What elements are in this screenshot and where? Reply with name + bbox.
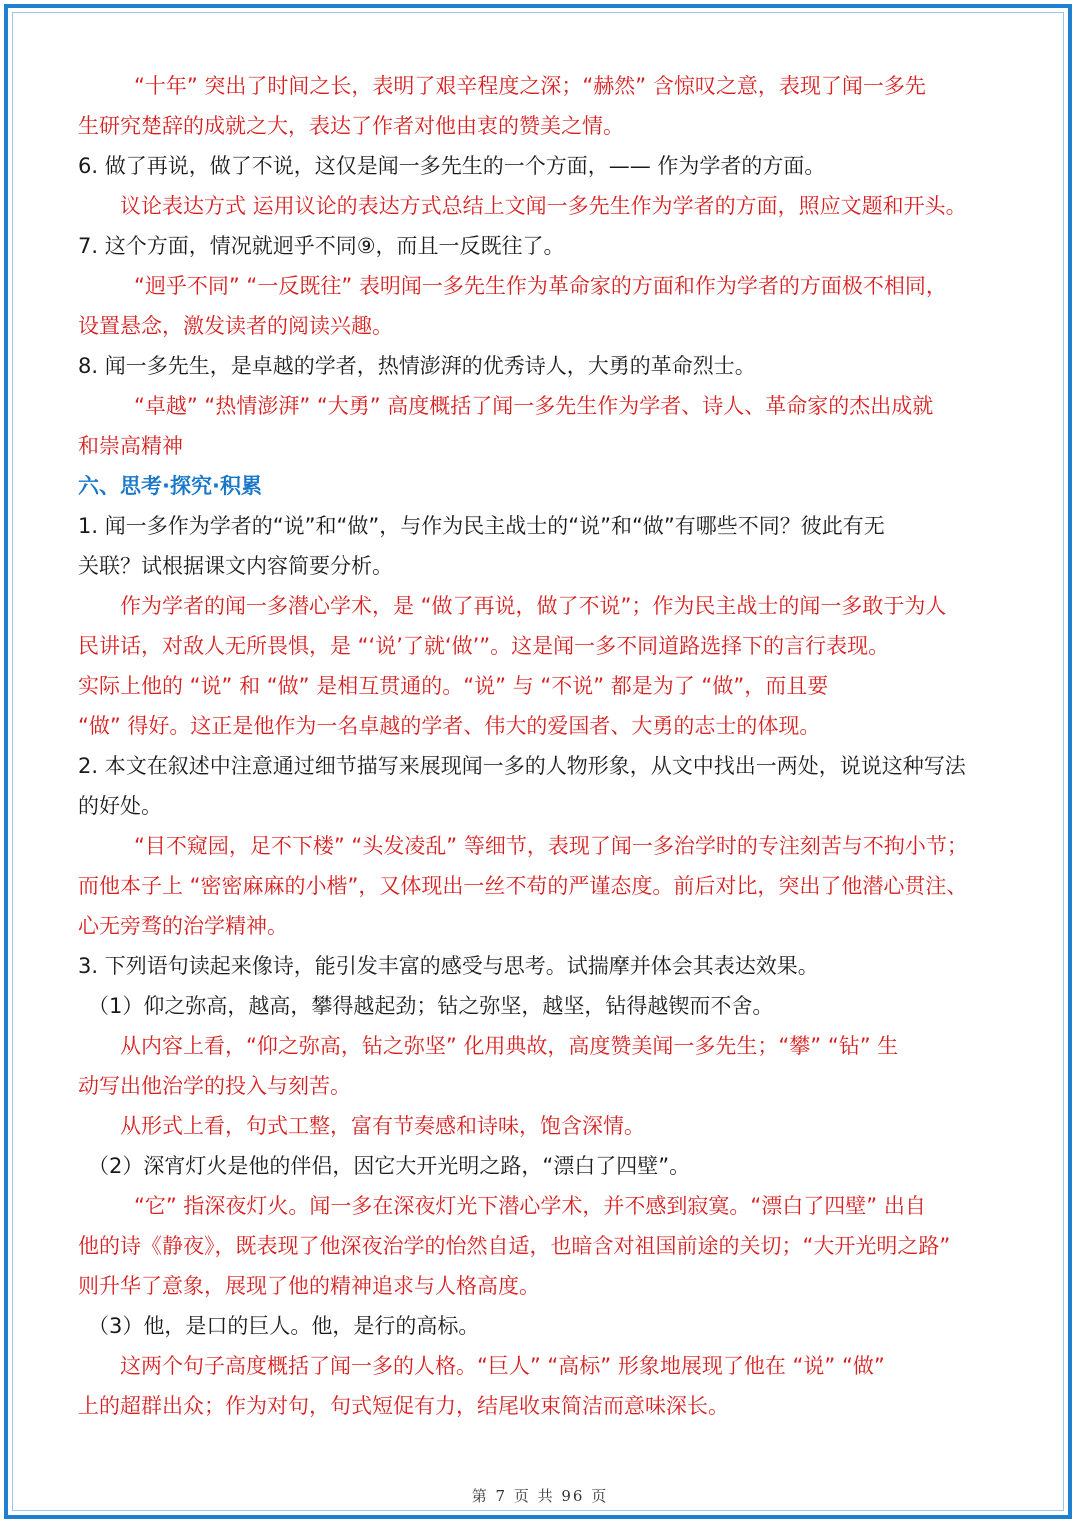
answer-line: “十年” 突出了时间之长，表明了艰辛程度之深；“赫然” 含惊叹之意，表现了闻一多先 [134,74,926,98]
answer-line: 而他本子上 “密密麻麻的小楷”，又体现出一丝不苟的严谨态度。前后对比，突出了他潜心贯注、 [78,874,968,898]
question-line: 8. 闻一多先生，是卓越的学者，热情澎湃的优秀诗人，大勇的革命烈士。 [78,354,756,378]
question-line: （3）他，是口的巨人。他，是行的高标。 [88,1314,480,1338]
answer-line: 生研究楚辞的成就之大，表达了作者对他由衷的赞美之情。 [78,114,624,138]
document-body [78,66,1008,1426]
page-number: 第 7 页 共 96 页 [471,1487,609,1505]
question-line: 关联？试根据课文内容简要分析。 [78,554,393,578]
question-line: 2. 本文在叙述中注意通过细节描写来展现闻一多的人物形象，从文中找出一两处，说说这种写法 [78,754,966,778]
answer-line: 议论表达方式 运用议论的表达方式总结上文闻一多先生作为学者的方面，照应文题和开头。 [120,194,967,218]
question-line: 6. 做了再说，做了不说，这仅是闻一多先生的一个方面，—— 作为学者的方面。 [78,154,826,178]
answer-line: 这两个句子高度概括了闻一多的人格。“巨人” “高标” 形象地展现了他在 “说” “做” [120,1354,885,1378]
answer-line: 则升华了意象，展现了他的精神追求与人格高度。 [78,1274,540,1298]
answer-line: 心无旁骛的治学精神。 [78,914,288,938]
section-heading: 六、思考·探究·积累 [78,474,262,498]
answer-line: 上的超群出众；作为对句，句式短促有力，结尾收束简洁而意味深长。 [78,1394,729,1418]
answer-line: 动写出他治学的投入与刻苦。 [78,1074,351,1098]
answer-line: “做” 得好。这正是他作为一名卓越的学者、伟大的爱国者、大勇的志士的体现。 [78,714,821,738]
question-line: （2）深宵灯火是他的伴侣，因它大开光明之路，“漂白了四壁”。 [88,1154,691,1178]
answer-line: 设置悬念，激发读者的阅读兴趣。 [78,314,393,338]
answer-line: “卓越” “热情澎湃” “大勇” 高度概括了闻一多先生作为学者、诗人、革命家的杰出成就 [134,394,934,418]
answer-line: 实际上他的 “说” 和 “做” 是相互贯通的。“说” 与 “不说” 都是为了 “做”，而且要 [78,674,829,698]
question-line: 的好处。 [78,794,162,818]
question-line: 3. 下列语句读起来像诗，能引发丰富的感受与思考。试揣摩并体会其表达效果。 [78,954,819,978]
answer-line: 从内容上看，“仰之弥高，钻之弥坚” 化用典故，高度赞美闻一多先生；“攀” “钻” 生 [120,1034,899,1058]
question-line: （1）仰之弥高，越高，攀得越起劲；钻之弥坚，越坚，钻得越锲而不舍。 [88,994,774,1018]
answer-line: 和崇高精神 [78,434,183,458]
answer-line: “它” 指深夜灯火。闻一多在深夜灯光下潜心学术，并不感到寂寞。“漂白了四壁” 出自 [134,1194,926,1218]
answer-line: 他的诗《静夜》，既表现了他深夜治学的怡然自适，也暗含对祖国前途的关切；“大开光明之路” [78,1234,951,1258]
question-line: 1. 闻一多作为学者的“说”和“做”，与作为民主战士的“说”和“做”有哪些不同？彼此有无 [78,514,885,538]
answer-line: 民讲话，对敌人无所畏惧，是 “‘说’了就‘做’”。这是闻一多不同道路选择下的言行表现。 [78,634,890,658]
answer-line: 作为学者的闻一多潜心学术，是 “做了再说，做了不说”；作为民主战士的闻一多敢于为人 [120,594,947,618]
answer-line: “目不窥园，足不下楼” “头发凌乱” 等细节，表现了闻一多治学时的专注刻苦与不拘小节； [134,834,968,858]
answer-line: “迥乎不同” “一反既往” 表明闻一多先生作为革命家的方面和作为学者的方面极不相同， [134,274,947,298]
question-line: 7. 这个方面，情况就迥乎不同⑨，而且一反既往了。 [78,234,565,258]
answer-line: 从形式上看，句式工整，富有节奏感和诗味，饱含深情。 [120,1114,645,1138]
